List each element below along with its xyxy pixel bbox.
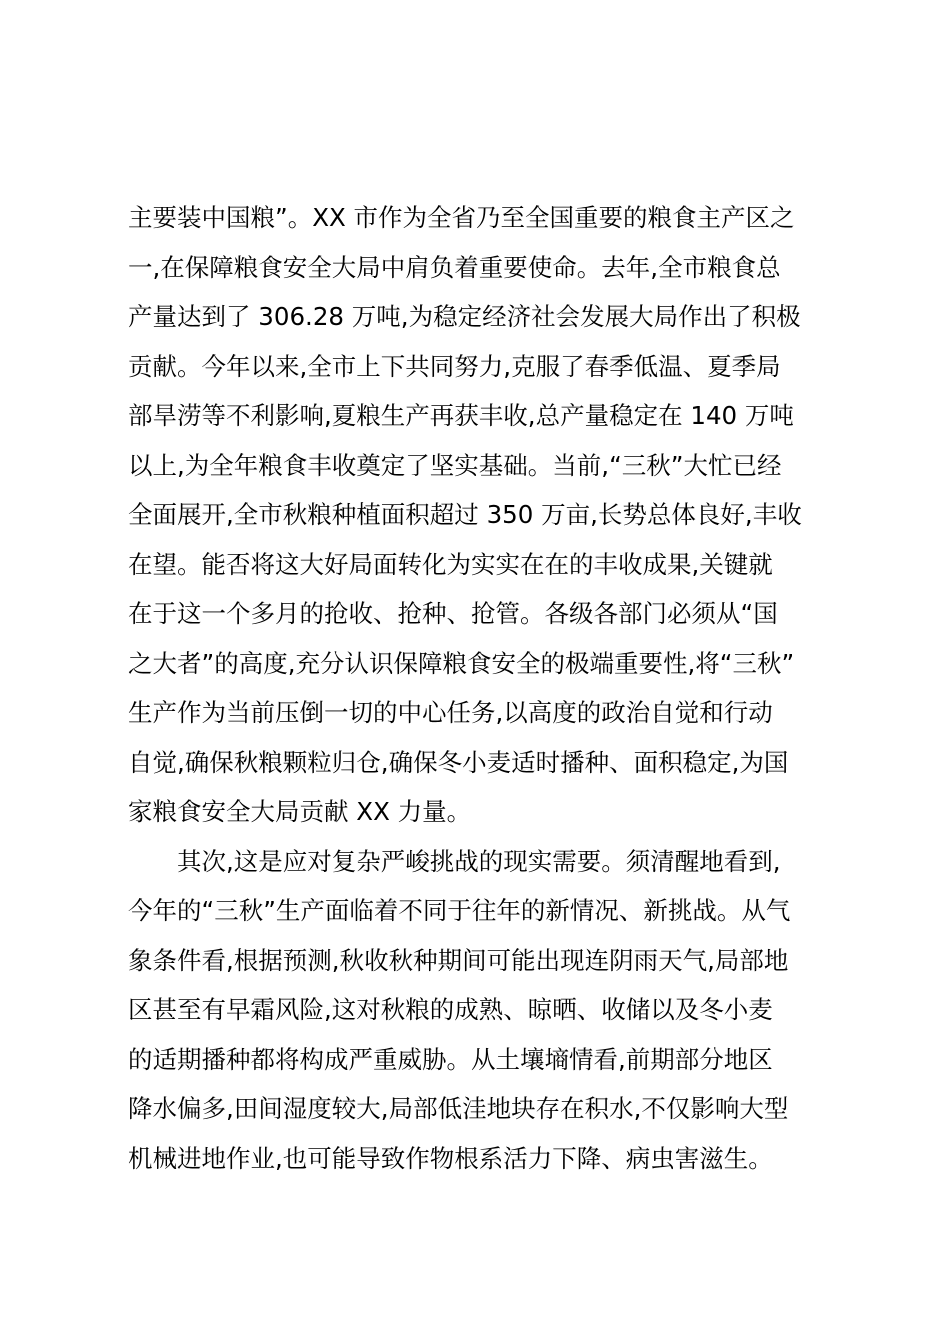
text-line: 机械进地作业,也可能导致作物根系活力下降、病虫害滋生。 — [128, 1143, 773, 1173]
text-line: 贡献。今年以来,全市上下共同努力,克服了春季低温、夏季局 — [128, 351, 781, 381]
text-line: 一,在保障粮食安全大局中肩负着重要使命。去年,全市粮食总 — [128, 252, 781, 282]
text-line: 在望。能否将这大好局面转化为实实在在的丰收成果,关键就 — [128, 549, 773, 579]
text-line: 主要装中国粮”。XX 市作为全省乃至全国重要的粮食主产区之 — [128, 203, 795, 232]
document-body — [0, 193, 950, 1183]
text-line: 的适期播种都将构成严重威胁。从土壤墒情看,前期部分地区 — [128, 1044, 773, 1074]
text-line: 降水偏多,田间湿度较大,局部低洼地块存在积水,不仅影响大型 — [128, 1094, 789, 1123]
text-line: 在于这一个多月的抢收、抢种、抢管。各级各部门必须从“国 — [128, 599, 778, 628]
text-line: 以上,为全年粮食丰收奠定了坚实基础。当前,“三秋”大忙已经 — [128, 450, 782, 480]
text-line: 象条件看,根据预测,秋收秋种期间可能出现连阴雨天气,局部地 — [128, 945, 789, 975]
text-line: 之大者”的高度,充分认识保障粮食安全的极端重要性,将“三秋” — [128, 648, 795, 678]
text-line: 部旱涝等不利影响,夏粮生产再获丰收,总产量稳定在 140 万吨 — [128, 401, 794, 430]
text-line: 今年的“三秋”生产面临着不同于往年的新情况、新挑战。从气 — [128, 896, 791, 925]
text-line: 生产作为当前压倒一切的中心任务,以高度的政治自觉和行动 — [128, 698, 773, 727]
text-line: 区甚至有早霜风险,这对秋粮的成熟、晾晒、收储以及冬小麦 — [128, 995, 773, 1024]
text-line: 全面展开,全市秋粮种植面积超过 350 万亩,长势总体良好,丰收 — [128, 500, 802, 529]
text-line: 自觉,确保秋粮颗粒归仓,确保冬小麦适时播种、面积稳定,为国 — [128, 747, 789, 777]
paragraph-first-line: 其次,这是应对复杂严峻挑战的现实需要。须清醒地看到, — [177, 846, 781, 876]
text-line: 产量达到了 306.28 万吨,为稳定经济社会发展大局作出了积极 — [128, 302, 801, 331]
text-line: 家粮食安全大局贡献 XX 力量。 — [128, 797, 472, 826]
